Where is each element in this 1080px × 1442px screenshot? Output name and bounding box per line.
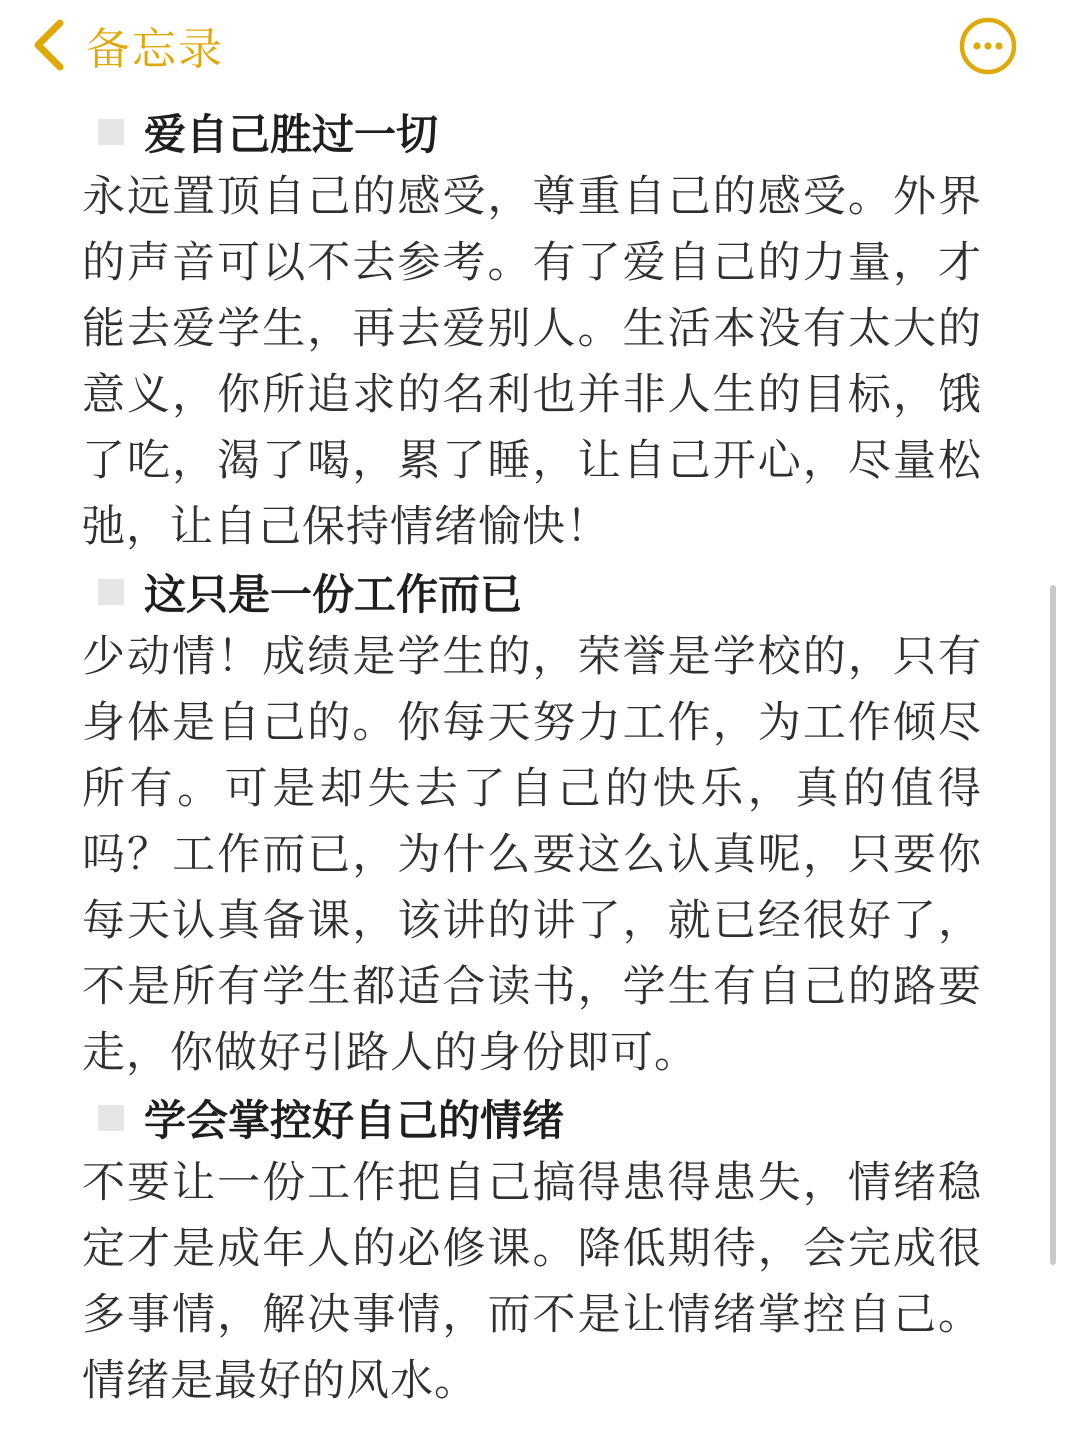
section-heading-text: 这只是一份工作而已 — [144, 570, 523, 619]
square-bullet-icon — [98, 579, 124, 605]
section-body: 不要让一份工作把自己搞得患得患失，情绪稳定才是成年人的必修课。降低期待，会完成很多事情，解决事情，而不是让情绪掌控自己。情绪是最好的风水。 — [82, 1158, 982, 1406]
note-content[interactable] — [82, 100, 982, 1414]
square-bullet-icon — [98, 1105, 124, 1131]
square-bullet-icon — [98, 119, 124, 145]
section-body: 永远置顶自己的感受，尊重自己的感受。外界的声音可以不去参考。有了爱自己的力量，才能去爱学生，再去爱别人。生活本没有太大的意义，你所追求的名利也并非人生的目标，饿了吃，渴了喝，累了睡，让自己开心，尽量松弛，让自己保持情绪愉快！ — [82, 172, 982, 552]
back-label: 备忘录 — [86, 24, 224, 75]
section-heading — [98, 1086, 982, 1150]
note-section — [82, 100, 982, 560]
section-body: 少动情！成绩是学生的，荣誉是学校的，只有身体是自己的。你每天努力工作，为工作倾尽所有。可是却失去了自己的快乐，真的值得吗？工作而已，为什么要这么认真呢，只要你每天认真备课，该讲的讲了，就已经很好了，不是所有学生都适合读书，学生有自己的路要走，你做好引路人的身份即可。 — [82, 632, 982, 1078]
more-horizontal-circle-icon — [958, 16, 1018, 76]
vertical-scrollbar[interactable] — [1050, 585, 1056, 1265]
more-options-button[interactable] — [958, 16, 1018, 76]
section-heading-text: 学会掌控好自己的情绪 — [144, 1096, 565, 1145]
navigation-bar — [0, 0, 1080, 100]
back-button[interactable] — [30, 10, 224, 80]
chevron-left-icon — [30, 17, 66, 73]
note-section — [82, 1086, 982, 1414]
section-heading — [98, 100, 982, 164]
note-section — [82, 560, 982, 1086]
section-heading-text: 爱自己胜过一切 — [144, 110, 439, 159]
section-heading — [98, 560, 982, 624]
